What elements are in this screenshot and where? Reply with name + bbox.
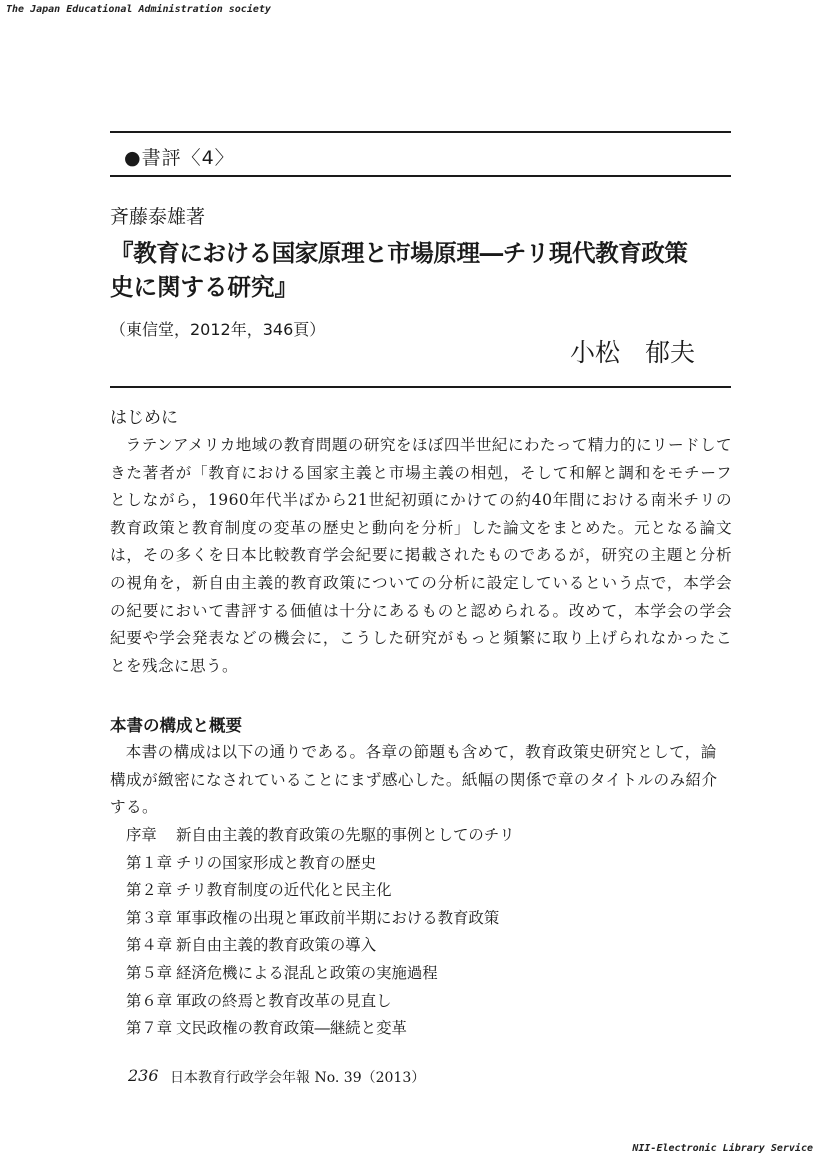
chapter-item [126, 822, 515, 850]
book-title-line1: 『教育における国家原理と市場原理―チリ現代教育政策 [110, 239, 688, 267]
overview-heading: 本書の構成と概要 [110, 716, 242, 735]
journal-citation: 日本教育行政学会年報 No. 39（2013） [170, 1070, 426, 1086]
chapter-title: 経済危機による混乱と政策の実施過程 [176, 963, 438, 982]
section-tag: ●書評〈4〉 [124, 147, 235, 169]
section-rule [110, 175, 731, 177]
chapter-item [126, 905, 515, 933]
intro-paragraph: ラテンアメリカ地域の教育問題の研究をほぼ四半世紀にわたって精力的にリードしてきた著者が「教育における国家主義と市場主義の相剋，そして和解と調和をモチーフとしながら，1960年代半ばから21世紀初頭にかけての約40年間における南米チリの教育政策と教育制度の変革の歴史と動向を分析」した論文をまとめた。元となる論文は，その多くを日本比較教育学会紀要に掲載されたものであるが，研究の主題と分析の視角を，新自由主義的教育政策についての分析に設定しているという点で，本学会の紀要において書評する価値は十分にあるものと認められる。改めて，本学会の学会紀要や学会発表などの機会に，こうした研究がもっと頻繁に取り上げられなかったことを残念に思う。 [110, 436, 732, 675]
overview-body [110, 739, 732, 822]
chapter-number: 第４章 [126, 936, 173, 955]
chapter-item [126, 850, 515, 878]
chapter-number: 第５章 [126, 963, 173, 982]
chapter-item [126, 988, 515, 1016]
chapter-title: 新自由主義的教育政策の先駆的事例としてのチリ [176, 826, 515, 844]
chapter-item [126, 932, 515, 960]
chapter-item [126, 960, 515, 988]
chapter-number: 第３章 [126, 908, 173, 927]
chapter-title: 新自由主義的教育政策の導入 [176, 936, 377, 955]
society-header: The Japan Educational Administration society [6, 4, 271, 15]
chapter-number: 第６章 [126, 991, 173, 1010]
library-service-footer: NII-Electronic Library Service [632, 1143, 813, 1154]
page-number: 236 [128, 1066, 159, 1085]
chapter-title: 軍政の終焉と教育改革の見直し [176, 991, 392, 1010]
chapter-title: チリ教育制度の近代化と民主化 [176, 881, 392, 900]
intro-heading: はじめに [110, 408, 178, 428]
header-bottom-rule [110, 386, 731, 388]
book-title-line2: 史に関する研究』 [110, 273, 298, 301]
top-rule [110, 131, 731, 133]
chapter-title: 軍事政権の出現と軍政前半期における教育政策 [176, 908, 500, 927]
book-publication: （東信堂，2012年，346頁） [110, 320, 326, 339]
chapter-number: 第２章 [126, 881, 173, 900]
chapter-title: 文民政権の教育政策―継続と変革 [176, 1019, 407, 1038]
reviewer-name: 小松 郁夫 [570, 338, 696, 367]
chapter-item [126, 1015, 515, 1043]
chapter-title: チリの国家形成と教育の歴史 [176, 853, 377, 872]
chapter-number: 序章 [126, 826, 157, 844]
chapter-list [126, 822, 515, 1043]
chapter-item [126, 877, 515, 905]
chapter-number: 第７章 [126, 1019, 173, 1038]
book-author: 斉藤泰雄著 [110, 206, 206, 228]
overview-paragraph: 本書の構成は以下の通りである。各章の節題も含めて，教育政策史研究として，論構成が緻密になされていることにまず感心した。紙幅の関係で章のタイトルのみ紹介する。 [110, 743, 718, 817]
chapter-number: 第１章 [126, 853, 173, 872]
intro-body [110, 432, 732, 680]
